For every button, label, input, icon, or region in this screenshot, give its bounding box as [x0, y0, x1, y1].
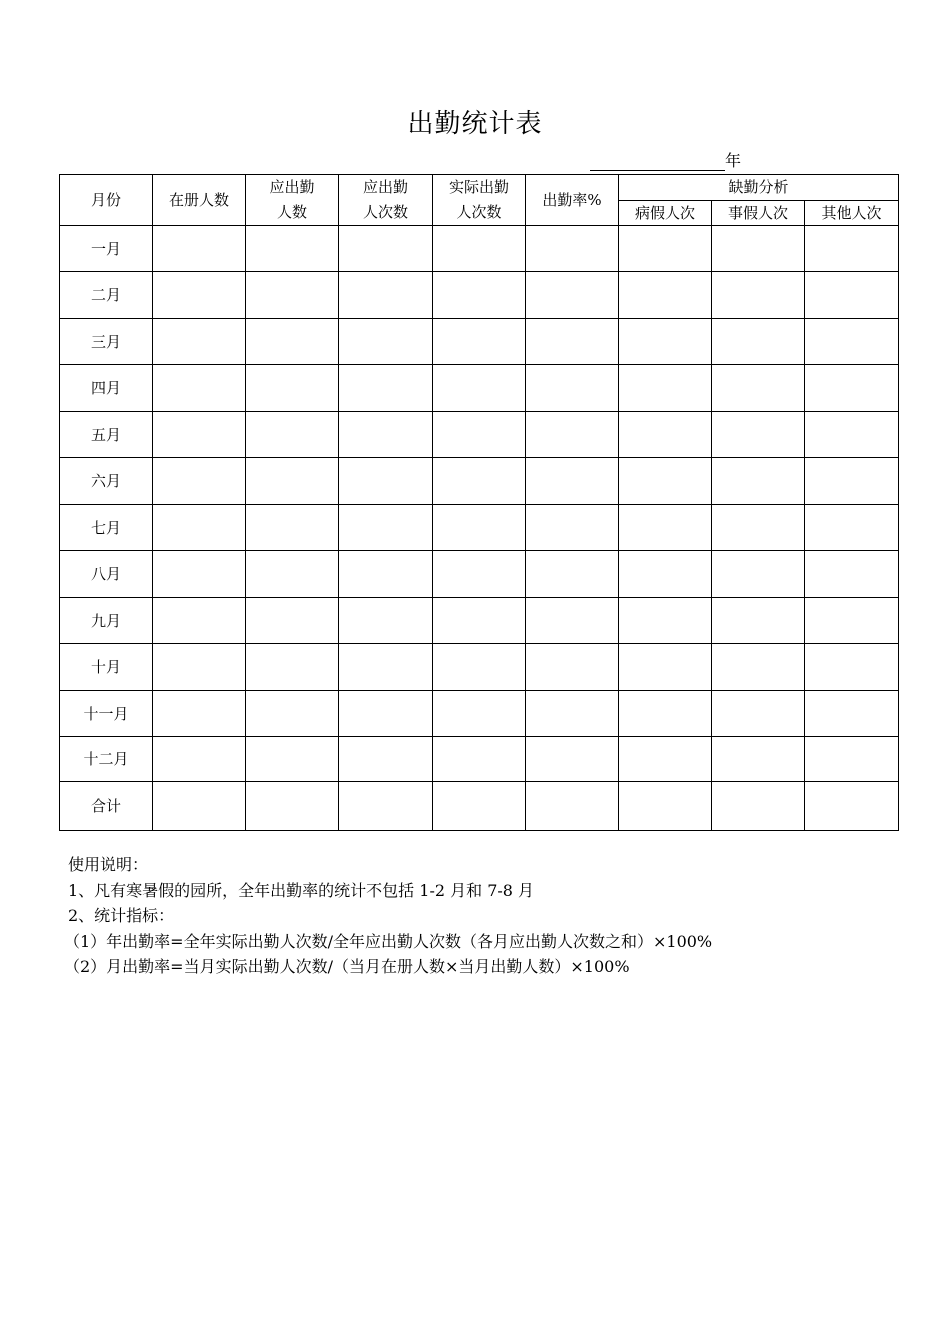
table-cell[interactable] [246, 412, 339, 458]
table-cell[interactable] [246, 691, 339, 737]
row-label: 十二月 [60, 737, 153, 782]
table-cell[interactable] [433, 551, 526, 598]
row-label: 四月 [60, 365, 153, 412]
table-cell[interactable] [339, 551, 433, 598]
table-cell[interactable] [805, 782, 899, 831]
table-body [60, 226, 899, 831]
table-cell[interactable] [712, 505, 805, 551]
notes-item-2a: （1）年出勤率=全年实际出勤人次数/全年应出勤人次数（各月应出勤人次数之和）×100% [64, 931, 713, 951]
table-row [60, 226, 899, 272]
year-blank[interactable] [590, 150, 725, 171]
table-cell[interactable] [433, 458, 526, 505]
header-expected-times-line2: 人次数 [362, 203, 408, 221]
table-cell[interactable] [805, 737, 899, 782]
table-cell[interactable] [339, 598, 433, 644]
row-label: 三月 [60, 319, 153, 365]
table-row [60, 782, 899, 831]
table-cell[interactable] [712, 319, 805, 365]
table-cell[interactable] [153, 782, 246, 831]
table-cell[interactable] [153, 691, 246, 737]
table-row [60, 412, 899, 458]
table-row [60, 551, 899, 598]
table-cell[interactable] [246, 782, 339, 831]
table-cell[interactable] [805, 272, 899, 319]
row-label: 八月 [60, 551, 153, 598]
table-cell[interactable] [805, 644, 899, 691]
header-expected-times-line1: 应出勤 [362, 178, 408, 196]
table-cell[interactable] [619, 365, 712, 412]
table-row [60, 737, 899, 782]
table-cell[interactable] [619, 505, 712, 551]
header-other: 其他人次 [805, 200, 899, 226]
table-cell[interactable] [526, 782, 619, 831]
table-row [60, 691, 899, 737]
table-cell[interactable] [339, 505, 433, 551]
table-cell[interactable] [805, 551, 899, 598]
attendance-table [59, 174, 899, 831]
table-cell[interactable] [805, 458, 899, 505]
header-actual [433, 175, 526, 226]
table-cell[interactable] [339, 412, 433, 458]
table-cell[interactable] [246, 458, 339, 505]
table-cell[interactable] [526, 226, 619, 272]
table-cell[interactable] [339, 691, 433, 737]
table-cell[interactable] [339, 458, 433, 505]
row-label: 十一月 [60, 691, 153, 737]
table-cell[interactable] [712, 365, 805, 412]
table-cell[interactable] [433, 226, 526, 272]
table-cell[interactable] [619, 272, 712, 319]
table-cell[interactable] [805, 365, 899, 412]
table-cell[interactable] [712, 412, 805, 458]
table-cell[interactable] [619, 737, 712, 782]
table-cell[interactable] [619, 226, 712, 272]
table-cell[interactable] [526, 272, 619, 319]
table-cell[interactable] [526, 551, 619, 598]
table-cell[interactable] [526, 412, 619, 458]
table-cell[interactable] [712, 782, 805, 831]
table-cell[interactable] [246, 505, 339, 551]
row-label: 一月 [60, 226, 153, 272]
table-cell[interactable] [153, 272, 246, 319]
table-cell[interactable] [153, 319, 246, 365]
table-cell[interactable] [433, 691, 526, 737]
table-cell[interactable] [619, 458, 712, 505]
table-cell[interactable] [339, 365, 433, 412]
table-cell[interactable] [805, 505, 899, 551]
row-label: 七月 [60, 505, 153, 551]
table-cell[interactable] [712, 691, 805, 737]
page-title: 出勤统计表 [407, 109, 543, 139]
table-row [60, 644, 899, 691]
table-cell[interactable] [712, 272, 805, 319]
header-expected-line2: 人数 [276, 203, 307, 221]
table-cell[interactable] [619, 644, 712, 691]
table-cell[interactable] [339, 782, 433, 831]
table-cell[interactable] [433, 319, 526, 365]
row-label: 五月 [60, 412, 153, 458]
table-cell[interactable] [712, 598, 805, 644]
usage-notes [64, 852, 713, 980]
table-cell[interactable] [619, 691, 712, 737]
table-row [60, 319, 899, 365]
header-expected-times [339, 175, 433, 226]
table-cell[interactable] [619, 598, 712, 644]
table-cell[interactable] [619, 412, 712, 458]
table-cell[interactable] [712, 737, 805, 782]
table-cell[interactable] [433, 644, 526, 691]
table-cell[interactable] [246, 365, 339, 412]
table-cell[interactable] [433, 505, 526, 551]
notes-item-2b: （2）月出勤率=当月实际出勤人次数/（当月在册人数×当月出勤人数）×100% [64, 957, 630, 976]
table-cell[interactable] [153, 412, 246, 458]
table-cell[interactable] [246, 598, 339, 644]
table-cell[interactable] [805, 598, 899, 644]
table-cell[interactable] [339, 226, 433, 272]
table-cell[interactable] [153, 598, 246, 644]
notes-item-1: 1、凡有寒暑假的园所，全年出勤率的统计不包括 1-2 月和 7-8 月 [68, 880, 535, 900]
table-cell[interactable] [619, 551, 712, 598]
header-expected-line1: 应出勤 [269, 178, 315, 196]
header-expected [246, 175, 339, 226]
table-row [60, 598, 899, 644]
table-cell[interactable] [246, 737, 339, 782]
table-cell[interactable] [526, 458, 619, 505]
notes-heading: 使用说明： [68, 855, 149, 874]
table-cell[interactable] [712, 551, 805, 598]
year-label: 年 [725, 151, 742, 170]
header-absence-group: 缺勤分析 [619, 175, 899, 201]
table-cell[interactable] [526, 691, 619, 737]
table-cell[interactable] [153, 226, 246, 272]
row-label: 合计 [60, 782, 153, 831]
table-cell[interactable] [339, 644, 433, 691]
table-row [60, 458, 899, 505]
table-cell[interactable] [805, 226, 899, 272]
table-cell[interactable] [433, 272, 526, 319]
table-cell[interactable] [246, 319, 339, 365]
header-month: 月份 [60, 175, 153, 226]
table-cell[interactable] [526, 598, 619, 644]
row-label: 九月 [60, 598, 153, 644]
table-cell[interactable] [153, 551, 246, 598]
table-cell[interactable] [805, 412, 899, 458]
table-cell[interactable] [712, 226, 805, 272]
table-cell[interactable] [246, 226, 339, 272]
table-cell[interactable] [246, 272, 339, 319]
table-cell[interactable] [805, 319, 899, 365]
table-cell[interactable] [712, 458, 805, 505]
year-field [590, 148, 741, 172]
table-cell[interactable] [339, 319, 433, 365]
table-cell[interactable] [619, 319, 712, 365]
table-cell[interactable] [246, 644, 339, 691]
table-row [60, 505, 899, 551]
table-cell[interactable] [619, 782, 712, 831]
header-rate: 出勤率% [526, 175, 619, 226]
header-row-1 [60, 175, 899, 201]
table-cell[interactable] [339, 272, 433, 319]
table-cell[interactable] [153, 737, 246, 782]
table-cell[interactable] [526, 737, 619, 782]
table-cell[interactable] [433, 782, 526, 831]
table-row [60, 365, 899, 412]
table-cell[interactable] [433, 737, 526, 782]
row-label: 二月 [60, 272, 153, 319]
notes-item-2: 2、统计指标： [68, 906, 175, 925]
row-label: 六月 [60, 458, 153, 505]
header-actual-line1: 实际出勤 [448, 178, 509, 196]
row-label: 十月 [60, 644, 153, 691]
table-cell[interactable] [712, 644, 805, 691]
table-cell[interactable] [339, 737, 433, 782]
table-cell[interactable] [526, 505, 619, 551]
table-cell[interactable] [526, 365, 619, 412]
table-cell[interactable] [526, 644, 619, 691]
table-cell[interactable] [153, 644, 246, 691]
table-cell[interactable] [153, 365, 246, 412]
table-cell[interactable] [153, 458, 246, 505]
table-cell[interactable] [433, 412, 526, 458]
table-cell[interactable] [433, 365, 526, 412]
table-cell[interactable] [526, 319, 619, 365]
table-row [60, 272, 899, 319]
header-sick: 病假人次 [619, 200, 712, 226]
header-actual-line2: 人次数 [456, 203, 502, 221]
table-cell[interactable] [246, 551, 339, 598]
table-cell[interactable] [433, 598, 526, 644]
header-personal: 事假人次 [712, 200, 805, 226]
header-enrolled: 在册人数 [153, 175, 246, 226]
table-cell[interactable] [805, 691, 899, 737]
table-cell[interactable] [153, 505, 246, 551]
